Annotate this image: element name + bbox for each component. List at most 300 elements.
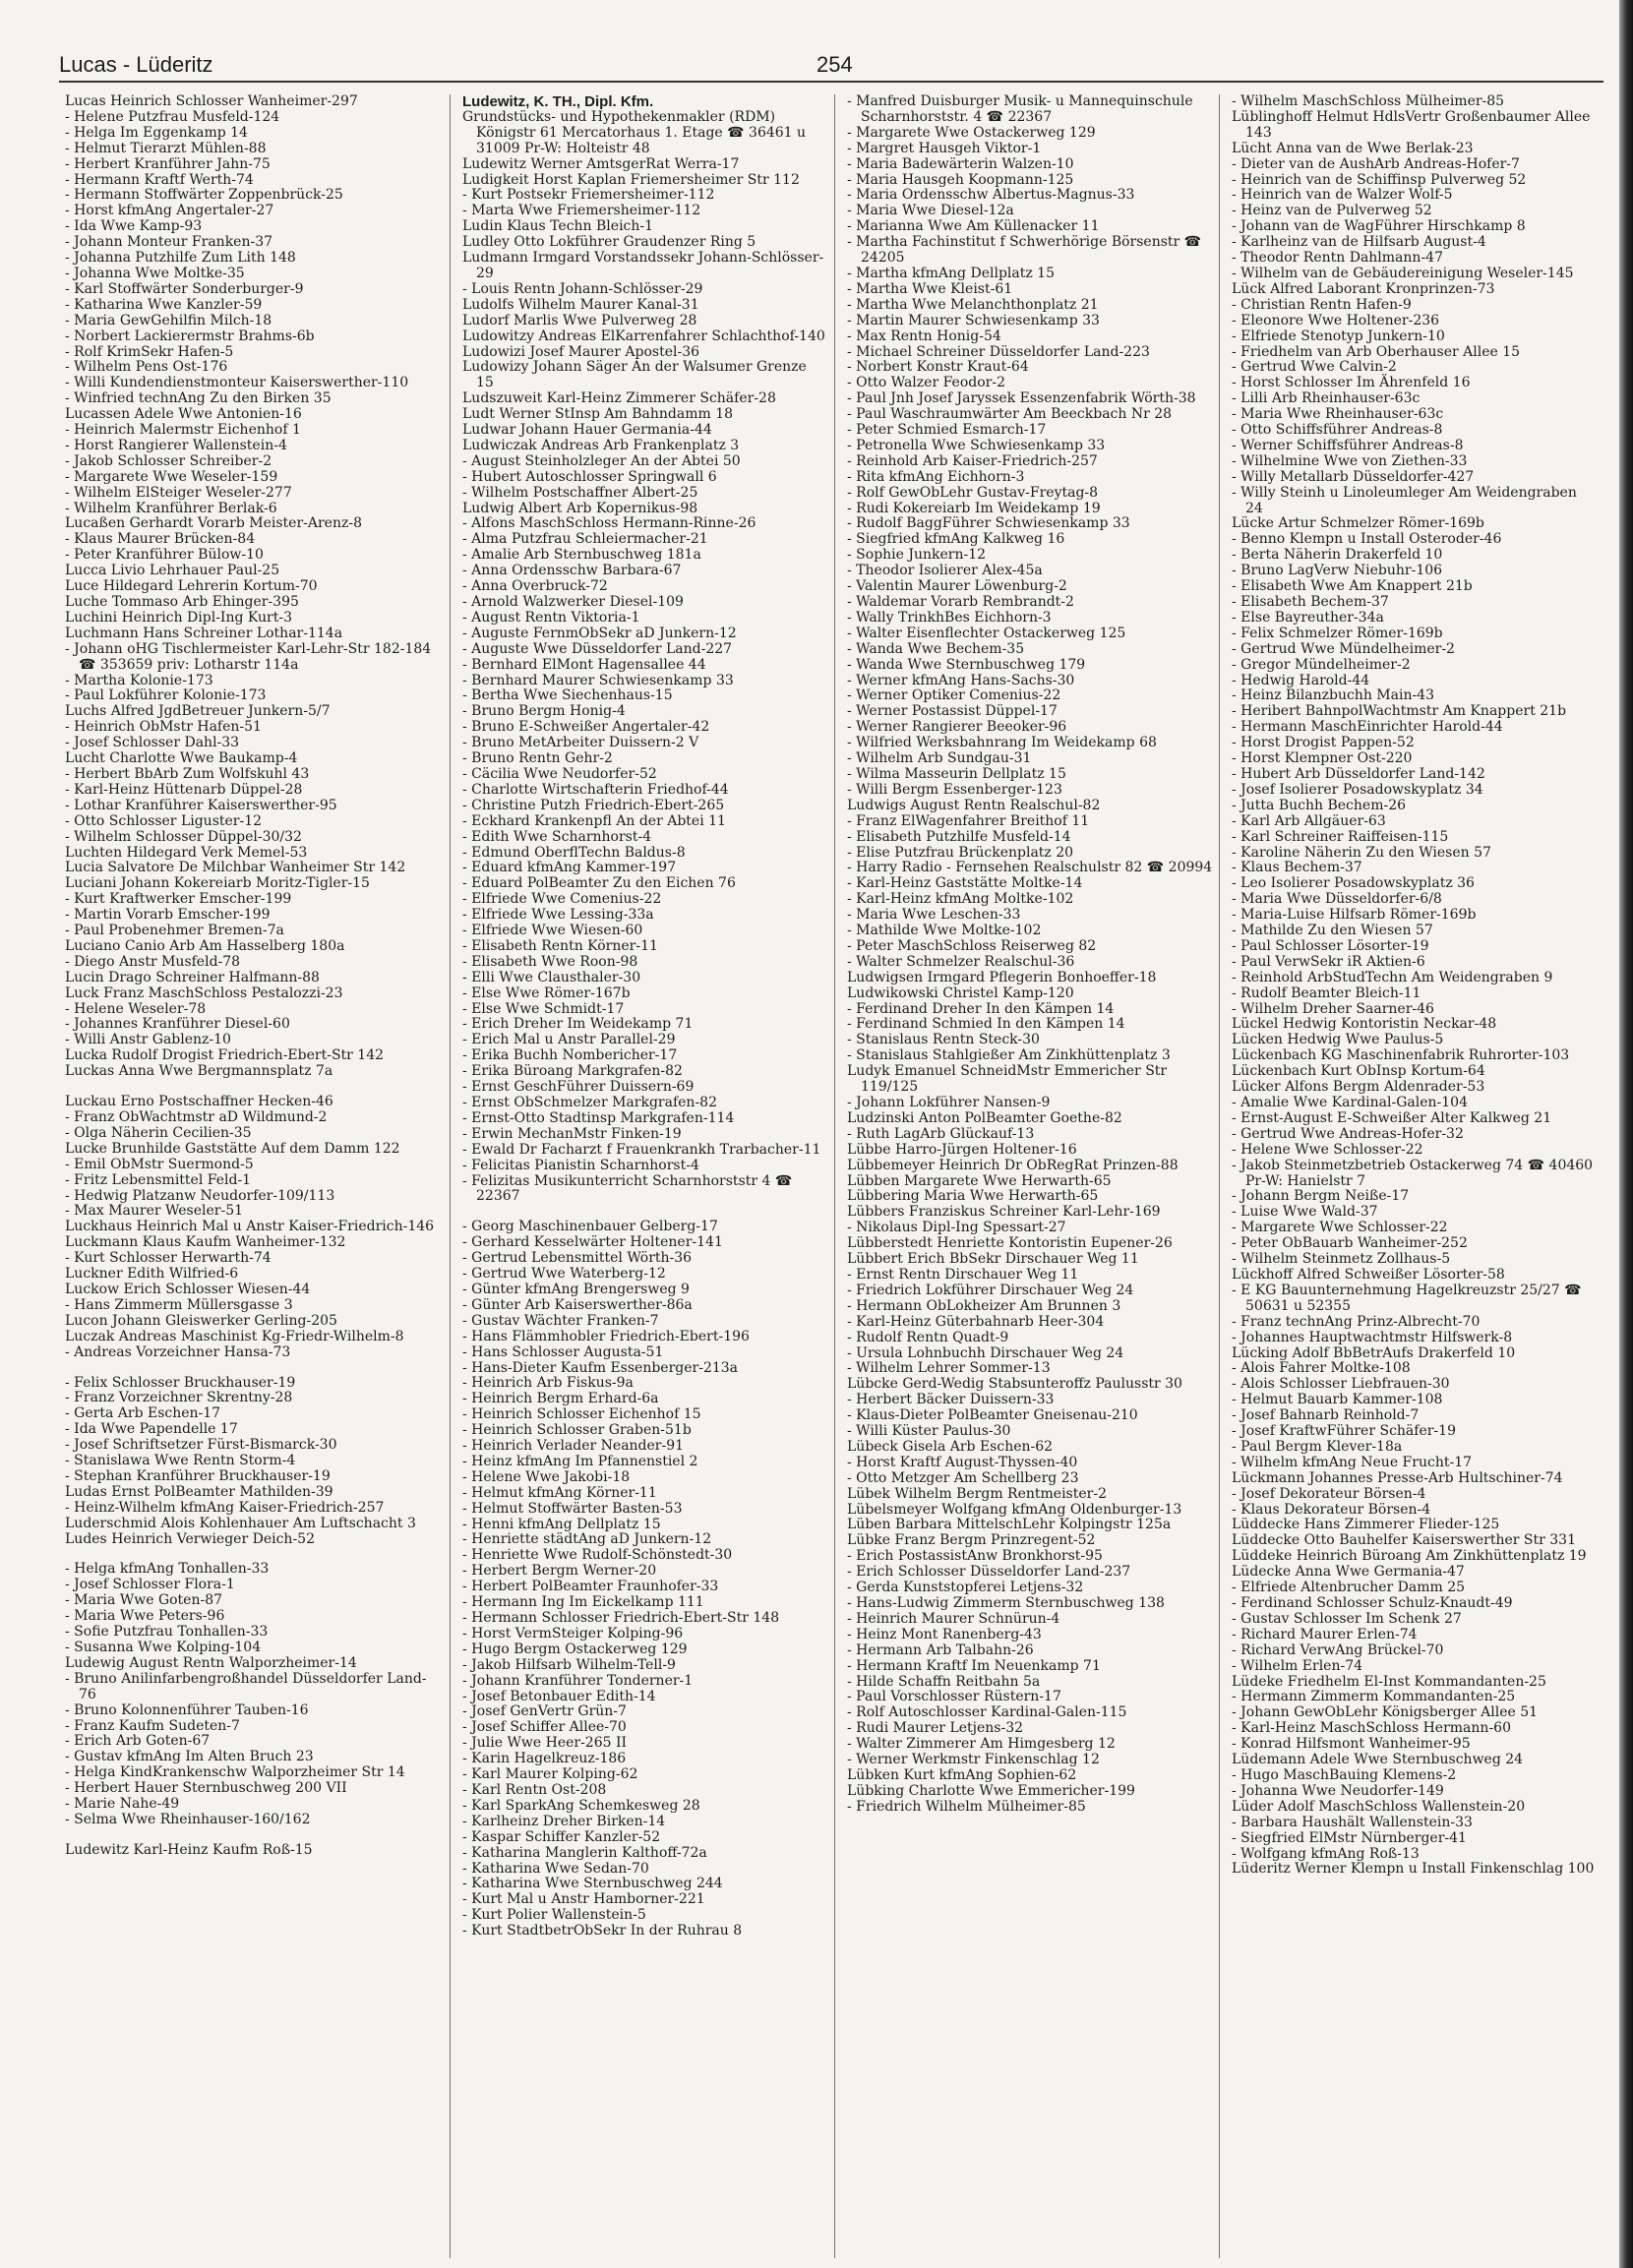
directory-entry: - Klaus Maurer Brücken-84 (65, 531, 256, 548)
directory-entry: - Anna Ordensschw Barbara-67 (462, 563, 682, 579)
directory-entry: Luciani Johann Kokereiarb Moritz-Tigler-15 (65, 875, 370, 892)
directory-entry: Luckas Anna Wwe Bergmannsplatz 7a (65, 1063, 333, 1080)
directory-entry: - Wanda Wwe Sternbuschweg 179 (847, 656, 1086, 673)
directory-entry: - Bertha Wwe Siechenhaus-15 (462, 687, 673, 704)
directory-entry: - Hermann Zimmerm Kommandanten-25 (1232, 1689, 1516, 1705)
directory-entry: - Berta Näherin Drakerfeld 10 (1232, 547, 1443, 564)
directory-entry: - Elfriede Wwe Lessing-33a (462, 907, 654, 924)
directory-entry: - Susanna Wwe Kolping-104 (65, 1640, 262, 1655)
directory-entry: - Wilma Masseurin Dellplatz 15 (847, 765, 1066, 782)
directory-entry: - Karl-Heinz Hüttenarb Düppel-28 (65, 781, 303, 798)
directory-entry: - Richard Maurer Erlen-74 (1232, 1626, 1418, 1642)
directory-entry: Luche Tommaso Arb Ehinger-395 (65, 594, 299, 610)
directory-entry: - Ernst-Otto Stadtinsp Markgrafen-114 (462, 1109, 735, 1126)
directory-entry: - Horst Kraftf August-Thyssen-40 (847, 1454, 1078, 1470)
directory-entry: - Bruno Rentn Gehr-2 (462, 750, 613, 767)
directory-entry: - Herbert Kranführer Jahn-75 (65, 155, 271, 172)
directory-entry: - Elisabeth Putzhilfe Musfeld-14 (847, 828, 1071, 845)
directory-entry: - Heribert BahnpolWachtmstr Am Knappert 21b (1232, 703, 1567, 720)
directory-entry: - Hermann Stoffwärter Zoppenbrück-25 (65, 187, 343, 204)
directory-entry: - Werner Schiffsführer Andreas-8 (1232, 437, 1464, 453)
directory-entry: - Hermann Arb Talbahn-26 (847, 1641, 1034, 1658)
directory-entry: - Ferdinand Schmied In den Kämpen 14 (847, 1016, 1125, 1033)
directory-entry: - Gustav Wächter Franken-7 (462, 1312, 659, 1329)
directory-entry: - Paul Bergm Klever-18a (1232, 1438, 1403, 1455)
directory-entry: - Erich Dreher Im Weidekamp 71 (462, 1016, 694, 1033)
directory-entry: - Stephan Kranführer Bruckhauser-19 (65, 1467, 331, 1484)
directory-entry: - Margarete Wwe Ostackerweg 129 (847, 124, 1096, 141)
directory-entry: Ludolfs Wilhelm Maurer Kanal-31 (462, 296, 699, 313)
directory-entry: - Wilhelm van de Gebäudereinigung Weseler-145 (1232, 265, 1574, 281)
directory-entry: Ludmann Irmgard Vorstandssekr Johann-Schlösser-29 (462, 250, 824, 281)
directory-entry: - Ewald Dr Facharzt f Frauenkrankh Trarbacher-11 (462, 1141, 821, 1158)
directory-entry: - Heinrich Schlosser Eichenhof 15 (462, 1406, 701, 1423)
directory-entry: Lübbe Harro-Jürgen Holtener-16 (847, 1141, 1077, 1158)
directory-entry: - Hans Flämmhobler Friedrich-Ebert-196 (462, 1328, 750, 1344)
directory-entry: - Katharina Wwe Kanzler-59 (65, 296, 263, 313)
directory-entry: - Alfons MaschSchloss Hermann-Rinne-26 (462, 515, 756, 532)
directory-entry: - Jakob Schlosser Schreiber-2 (65, 452, 272, 469)
directory-entry: - Paul VerwSekr iR Aktien-6 (1232, 953, 1425, 970)
directory-entry: - Wilfried Werksbahnrang Im Weidekamp 68 (847, 735, 1157, 751)
directory-entry: - Julie Wwe Heer-265 II (462, 1735, 628, 1752)
directory-entry: - Heinrich Bergm Erhard-6a (462, 1391, 659, 1407)
directory-entry: - Maria-Luise Hilfsarb Römer-169b (1232, 907, 1477, 924)
directory-entry: - Bruno LagVerw Niebuhr-106 (1232, 563, 1443, 579)
directory-entry: - Wilhelm kfmAng Neue Frucht-17 (1232, 1454, 1473, 1470)
directory-entry: - Ernst GeschFührer Duissern-69 (462, 1079, 695, 1096)
directory-entry: - Karl SparkAng Schemkesweg 28 (462, 1797, 700, 1814)
directory-entry: - Bernhard ElMont Hagensallee 44 (462, 656, 706, 673)
directory-entry: - Martha Fachinstitut f Schwerhörige Börsenstr ☎ 24205 (847, 234, 1202, 267)
directory-entry: - Amalie Wwe Kardinal-Galen-104 (1232, 1095, 1468, 1110)
directory-entry: - Bruno Kolonnenführer Tauben-16 (65, 1701, 309, 1718)
directory-entry: Lüdemann Adele Wwe Sternbuschweg 24 (1232, 1752, 1524, 1768)
directory-entry: - Harry Radio - Fernsehen Realschulstr 82 ☎ 20994 (847, 860, 1213, 876)
directory-entry: - Otto Walzer Feodor-2 (847, 375, 1005, 391)
directory-entry: - Josef Schlosser Dahl-33 (65, 735, 240, 751)
directory-entry: - Norbert Lackierermstr Brahms-6b (65, 328, 315, 344)
directory-entry: Lübbering Maria Wwe Herwarth-65 (847, 1188, 1099, 1205)
directory-entry: - Heinrich Schlosser Graben-51b (462, 1422, 692, 1439)
directory-entry: - Paul Probenehmer Bremen-7a (65, 923, 284, 939)
directory-entry: - Willi Küster Paulus-30 (847, 1423, 1011, 1440)
directory-entry: - Hermann ObLokheizer Am Brunnen 3 (847, 1297, 1121, 1314)
directory-entry: - Peter MaschSchloss Reiserweg 82 (847, 937, 1097, 954)
directory-entry: - Peter Schmied Esmarch-17 (847, 422, 1047, 439)
directory-entry: Ludigkeit Horst Kaplan Friemersheimer Str 112 (462, 171, 800, 188)
directory-entry: Lüderitz Werner Klempn u Install Finkenschlag 100 (1232, 1861, 1595, 1878)
directory-entry: - Elise Putzfrau Brückenplatz 20 (847, 844, 1074, 861)
directory-entry: - Elisabeth Rentn Körner-11 (462, 937, 658, 954)
directory-entry: Luckner Edith Wilfried-6 (65, 1266, 239, 1283)
directory-entry: Luck Franz MaschSchloss Pestalozzi-23 (65, 985, 343, 1001)
directory-entry: - Horst VermSteiger Kolping-96 (462, 1625, 684, 1641)
directory-entry: - Heinrich Malermstr Eichenhof 1 (65, 422, 301, 439)
directory-entry: - Herbert BbArb Zum Wolfskuhl 43 (65, 765, 310, 782)
directory-entry: - Karl Rentn Ost-208 (462, 1781, 607, 1798)
directory-entry: - Rudi Maurer Letjens-32 (847, 1720, 1024, 1737)
directory-entry: - Elli Wwe Clausthaler-30 (462, 969, 641, 985)
directory-entry: Luchmann Hans Schreiner Lothar-114a (65, 625, 343, 641)
directory-entry: - Wilhelm Lehrer Sommer-13 (847, 1360, 1051, 1377)
directory-entry: Luchini Heinrich Dipl-Ing Kurt-3 (65, 609, 293, 626)
directory-entry: - Georg Maschinenbauer Gelberg-17 (462, 1219, 718, 1235)
directory-entry: - Herbert Hauer Sternbuschweg 200 VII (65, 1780, 347, 1797)
directory-entry: - Gerda Kunststopferei Letjens-32 (847, 1580, 1084, 1596)
directory-entry: - Helene Wwe Jakobi-18 (462, 1468, 631, 1485)
directory-entry: - Stanislaus Rentn Steck-30 (847, 1032, 1040, 1048)
directory-entry: Lucht Charlotte Wwe Baukamp-4 (65, 750, 298, 767)
directory-entry: - Maria Wwe Diesel-12a (847, 203, 1014, 219)
directory-entry: Ludes Heinrich Verwieger Deich-52 (65, 1530, 315, 1547)
directory-entry: Lübberstedt Henriette Kontoristin Eupener-26 (847, 1235, 1173, 1252)
directory-entry: - Wilhelm Arb Sundgau-31 (847, 750, 1032, 767)
directory-entry: - Werner kfmAng Hans-Sachs-30 (847, 672, 1075, 688)
directory-entry: - Rita kfmAng Eichhorn-3 (847, 468, 1025, 485)
directory-entry: Lucon Johann Gleiswerker Gerling-205 (65, 1312, 337, 1329)
directory-entry: Luckhaus Heinrich Mal u Anstr Kaiser-Friedrich-146 (65, 1219, 435, 1235)
directory-entry: - Werner Postassist Düppel-17 (847, 703, 1058, 720)
directory-entry: - Bruno MetArbeiter Duissern-2 V (462, 735, 699, 751)
directory-entry: - Josef GenVertr Grün-7 (462, 1703, 627, 1720)
directory-entry: - Hedwig Platzanw Neudorfer-109/113 (65, 1187, 335, 1204)
directory-entry: - Jutta Buchh Bechem-26 (1232, 797, 1407, 813)
directory-entry: - Heinz van de Pulverweg 52 (1232, 203, 1432, 219)
directory-entry: - Johann oHG Tischlermeister Karl-Lehr-Str 182-184 ☎ 353659 priv: Lotharstr 114a (65, 640, 432, 673)
directory-entry: - Louis Rentn Johann-Schlösser-29 (462, 280, 703, 297)
directory-entry: Ludorf Marlis Wwe Pulverweg 28 (462, 312, 697, 328)
directory-entry: - Rudolf Beamter Bleich-11 (1232, 985, 1421, 1001)
directory-entry: - Heinz kfmAng Im Pfannenstiel 2 (462, 1453, 698, 1469)
directory-entry: - Diego Anstr Musfeld-78 (65, 953, 241, 970)
directory-entry: - Winfried technAng Zu den Birken 35 (65, 390, 332, 407)
directory-entry: - Maria Badewärterin Walzen-10 (847, 155, 1074, 172)
directory-entry: - Jakob Hilfsarb Wilhelm-Tell-9 (462, 1656, 676, 1673)
directory-entry: - Kurt StadtbetrObSekr In der Ruhrau 8 (462, 1923, 743, 1940)
directory-entry: - Günter Arb Kaiserswerther-86a (462, 1296, 693, 1313)
directory-entry: Ludwikowski Christel Kamp-120 (847, 985, 1074, 1001)
directory-entry: Luczak Andreas Maschinist Kg-Friedr-Wilhelm-8 (65, 1328, 404, 1344)
directory-entry: Luckmann Klaus Kaufm Wanheimer-132 (65, 1234, 346, 1251)
directory-entry: Lückmann Johannes Presse-Arb Hultschiner-74 (1232, 1469, 1563, 1486)
directory-entry: Lübbemeyer Heinrich Dr ObRegRat Prinzen-88 (847, 1157, 1179, 1173)
directory-entry: - Wanda Wwe Bechem-35 (847, 640, 1025, 657)
directory-entry: - Ernst Rentn Dirschauer Weg 11 (847, 1266, 1079, 1283)
directory-entry: - Elisabeth Wwe Roon-98 (462, 953, 638, 970)
directory-entry: - Helmut Bauarb Kammer-108 (1232, 1392, 1443, 1408)
directory-entry: - Christine Putzh Friedrich-Ebert-265 (462, 797, 725, 813)
directory-entry: - Felizitas Musikunterricht Scharnhorststr 4 ☎ 22367 (462, 1172, 793, 1205)
directory-entry: - Franz ElWagenfahrer Breithof 11 (847, 812, 1090, 829)
directory-entry: - Erich Mal u Anstr Parallel-29 (462, 1032, 676, 1048)
directory-entry: Ludwigs August Rentn Realschul-82 (847, 797, 1101, 813)
directory-entry: - Henriette Wwe Rudolf-Schönstedt-30 (462, 1547, 733, 1564)
directory-entry: - Maria Wwe Düsseldorfer-6/8 (1232, 891, 1442, 908)
directory-entry: Lücker Alfons Bergm Aldenrader-53 (1232, 1079, 1485, 1096)
directory-entry: - Heinrich ObMstr Hafen-51 (65, 719, 262, 736)
directory-entry: Luderschmid Alois Kohlenhauer Am Luftschacht 3 (65, 1515, 416, 1531)
directory-columns (65, 94, 1603, 2258)
directory-entry: - Helmut kfmAng Körner-11 (462, 1484, 657, 1501)
directory-entry: - Maria Hausgeh Koopmann-125 (847, 171, 1074, 188)
directory-entry: - Maria GewGehilfin Milch-18 (65, 312, 272, 328)
directory-entry: Ludowizi Josef Maurer Apostel-36 (462, 343, 700, 360)
directory-entry: - Martha kfmAng Dellplatz 15 (847, 265, 1055, 281)
directory-entry: Ludas Ernst PolBeamter Mathilden-39 (65, 1483, 333, 1500)
directory-entry: Ludewitz, K. TH., Dipl. Kfm. (462, 94, 654, 110)
directory-entry: - Johann Kranführer Tonderner-1 (462, 1672, 694, 1689)
directory-entry: - Paul Schlosser Lösorter-19 (1232, 937, 1429, 954)
directory-entry: - Mathilde Wwe Moltke-102 (847, 923, 1042, 939)
directory-entry: - Wilhelm MaschSchloss Mülheimer-85 (1232, 94, 1505, 109)
directory-entry: Luciano Canio Arb Am Hasselberg 180a (65, 937, 345, 954)
directory-entry: - Stanislaus Stahlgießer Am Zinkhüttenplatz 3 (847, 1047, 1171, 1064)
directory-entry: - Helga KindKrankenschw Walporzheimer Str 14 (65, 1764, 405, 1781)
directory-entry: - Wilhelm Kranführer Berlak-6 (65, 500, 277, 516)
directory-entry: - Reinhold ArbStudTechn Am Weidengraben 9 (1232, 969, 1553, 985)
directory-entry: - Josef Bahnarb Reinhold-7 (1232, 1407, 1420, 1424)
directory-entry: - Franz technAng Prinz-Albrecht-70 (1232, 1313, 1481, 1330)
directory-entry: - Marta Wwe Friemersheimer-112 (462, 203, 701, 219)
directory-entry: - Willy Metallarb Düsseldorfer-427 (1232, 468, 1475, 485)
directory-entry: Ludewig August Rentn Walporzheimer-14 (65, 1654, 357, 1671)
directory-entry: - Franz Kaufm Sudeten-7 (65, 1717, 240, 1734)
directory-entry: - Katharina Wwe Sedan-70 (462, 1860, 649, 1877)
directory-entry: - Ernst ObSchmelzer Markgrafen-82 (462, 1095, 717, 1110)
directory-entry: - Rudolf BaggFührer Schwiesenkamp 33 (847, 515, 1130, 532)
directory-entry: - Johannes Hauptwachtmstr Hilfswerk-8 (1232, 1329, 1513, 1345)
directory-entry: - Petronella Wwe Schwiesenkamp 33 (847, 437, 1106, 453)
directory-entry: - Elfriede Altenbrucher Damm 25 (1232, 1580, 1466, 1596)
directory-entry: - Alma Putzfrau Schleiermacher-21 (462, 531, 708, 548)
directory-entry: - Willi Kundendienstmonteur Kaiserswerther-110 (65, 375, 409, 391)
directory-entry: - Kurt Polier Wallenstein-5 (462, 1907, 646, 1924)
directory-entry: - Herbert Bergm Werner-20 (462, 1563, 657, 1580)
directory-entry: - Heinz Mont Ranenberg-43 (847, 1626, 1042, 1642)
directory-entry: - Hans-Ludwig Zimmerm Sternbuschweg 138 (847, 1595, 1165, 1611)
directory-entry: - Karoline Näherin Zu den Wiesen 57 (1232, 844, 1491, 861)
directory-entry: - Margarete Wwe Schlosser-22 (1232, 1220, 1448, 1236)
directory-entry: - Horst Schlosser Im Ährenfeld 16 (1232, 375, 1471, 391)
directory-entry: Lück Alfred Laborant Kronprinzen-73 (1232, 280, 1495, 297)
directory-entry: - Heinrich Verlader Neander-91 (462, 1438, 685, 1455)
directory-entry: - Kurt Postsekr Friemersheimer-112 (462, 187, 715, 204)
directory-entry: - Eleonore Wwe Holtener-236 (1232, 312, 1440, 328)
directory-entry: Luchten Hildegard Verk Memel-53 (65, 844, 308, 861)
directory-entry: - Willy Steinh u Linoleumleger Am Weidengraben 24 (1232, 484, 1577, 516)
directory-entry: - Katharina Manglerin Kalthoff-72a (462, 1844, 707, 1861)
directory-entry: Ludowizy Johann Säger An der Walsumer Grenze 15 (462, 359, 807, 391)
directory-entry: - Helmut Stoffwärter Basten-53 (462, 1500, 683, 1517)
directory-entry: - Karl Arb Allgäuer-63 (1232, 812, 1386, 829)
directory-entry: - Helga kfmAng Tonhallen-33 (65, 1561, 270, 1578)
directory-entry: - Norbert Konstr Kraut-64 (847, 359, 1029, 376)
directory-entry: - Horst Klempner Ost-220 (1232, 750, 1413, 767)
directory-entry: - Richard VerwAng Brückel-70 (1232, 1641, 1444, 1658)
directory-entry: - Hermann Schlosser Friedrich-Ebert-Str 148 (462, 1610, 780, 1626)
directory-entry: - Henriette städtAng aD Junkern-12 (462, 1531, 712, 1548)
directory-entry: - Edmund OberflTechn Baldus-8 (462, 844, 686, 861)
directory-entry: - Kurt Kraftwerker Emscher-199 (65, 891, 292, 908)
directory-entry: - E KG Bauunternehmung Hagelkreuzstr 25/27 ☎ 50631 u 52355 (1232, 1282, 1582, 1314)
directory-entry: Lückhoff Alfred Schweißer Lösorter-58 (1232, 1266, 1505, 1283)
directory-entry: - Martha Wwe Melanchthonplatz 21 (847, 296, 1099, 313)
directory-entry: Lüddeke Heinrich Büroang Am Zinkhüttenplatz 19 (1232, 1548, 1587, 1565)
directory-entry: - Friedrich Lokführer Dirschauer Weg 24 (847, 1282, 1134, 1298)
directory-entry: - Johann Lokführer Nansen-9 (847, 1095, 1051, 1110)
directory-entry: - Paul Lokführer Kolonie-173 (65, 687, 267, 704)
directory-entry: Lübken Kurt kfmAng Sophien-62 (847, 1766, 1077, 1783)
directory-entry: - Paul Vorschlosser Rüstern-17 (847, 1689, 1061, 1705)
directory-entry: - Maria Wwe Goten-87 (65, 1592, 223, 1609)
directory-entry: Ludewitz Werner AmtsgerRat Werra-17 (462, 155, 740, 172)
directory-entry: - Maria Wwe Peters-96 (65, 1608, 225, 1625)
directory-entry: - Gustav kfmAng Im Alten Bruch 23 (65, 1749, 314, 1765)
directory-entry: - Bruno E-Schweißer Angertaler-42 (462, 719, 710, 736)
directory-entry: - Rudi Kokereiarb Im Weidekamp 19 (847, 500, 1101, 516)
directory-entry: - Karl-Heinz Güterbahnarb Heer-304 (847, 1313, 1105, 1330)
page-edge (1619, 0, 1633, 2268)
directory-entry: - Heinrich Arb Fiskus-9a (462, 1375, 634, 1392)
directory-entry: - Else Bayreuther-34a (1232, 609, 1384, 626)
directory-entry: - Waldemar Vorarb Rembrandt-2 (847, 594, 1074, 610)
directory-entry: - Elfriede Wwe Comenius-22 (462, 891, 662, 908)
directory-entry: - Heinrich van de Schiffinsp Pulverweg 52 (1232, 171, 1527, 188)
directory-entry: - Helene Wwe Schlosser-22 (1232, 1141, 1423, 1158)
directory-entry: - Nikolaus Dipl-Ing Spessart-27 (847, 1220, 1066, 1236)
directory-entry: - Wilhelm Dreher Saarner-46 (1232, 1000, 1434, 1017)
directory-entry: - Gustav Schlosser Im Schenk 27 (1232, 1610, 1462, 1627)
directory-entry: - Friedrich Wilhelm Mülheimer-85 (847, 1798, 1086, 1815)
directory-entry: Lübben Margarete Wwe Herwarth-65 (847, 1172, 1112, 1189)
directory-entry: - Jakob Steinmetzbetrieb Ostackerweg 74 ☎ 40460 Pr-W: Hanielstr 7 (1232, 1157, 1594, 1189)
directory-entry: - Ruth LagArb Glückauf-13 (847, 1125, 1035, 1142)
directory-entry: - August Rentn Viktoria-1 (462, 609, 640, 626)
directory-entry: - Hermann Kraftf Werth-74 (65, 171, 254, 188)
directory-entry: - Wilhelm ElSteiger Weseler-277 (65, 484, 292, 501)
directory-entry: - Gertrud Wwe Mündelheimer-2 (1232, 640, 1455, 657)
directory-entry: - Otto Schlosser Liguster-12 (65, 812, 263, 829)
directory-entry: - Paul Waschraumwärter Am Beeckbach Nr 28 (847, 406, 1173, 423)
directory-entry: - Hans Zimmerm Müllersgasse 3 (65, 1296, 293, 1313)
directory-entry: - Werner Rangierer Beeoker-96 (847, 719, 1067, 736)
directory-entry: Lübbers Franziskus Schreiner Karl-Lehr-169 (847, 1204, 1161, 1221)
directory-entry: - Theodor Rentn Dahlmann-47 (1232, 250, 1443, 267)
directory-entry: Ludyk Emanuel SchneidMstr Emmericher Str 119/125 (847, 1063, 1168, 1096)
directory-entry: - Walter Zimmerer Am Himgesberg 12 (847, 1736, 1116, 1753)
directory-entry: - Walter Eisenflechter Ostackerweg 125 (847, 625, 1126, 641)
directory-entry: - Benno Klempn u Install Osteroder-46 (1232, 531, 1502, 548)
directory-entry: - Horst kfmAng Angertaler-27 (65, 203, 274, 219)
directory-entry: - Eduard PolBeamter Zu den Eichen 76 (462, 875, 736, 892)
directory-entry: - Charlotte Wirtschafterin Friedhof-44 (462, 781, 729, 798)
directory-entry: - Josef Schriftsetzer Fürst-Bismarck-30 (65, 1437, 337, 1454)
page-header (59, 47, 1603, 83)
directory-entry: - Friedhelm van Arb Oberhauser Allee 15 (1232, 343, 1521, 360)
directory-entry: Ludwig Albert Arb Kopernikus-98 (462, 500, 698, 516)
directory-entry: Lübeck Gisela Arb Eschen-62 (847, 1438, 1054, 1455)
directory-entry: Lücke Artur Schmelzer Römer-169b (1232, 515, 1484, 532)
directory-entry: - Martin Maurer Schwiesenkamp 33 (847, 312, 1100, 328)
directory-entry: - Ursula Lohnbuchh Dirschauer Weg 24 (847, 1344, 1124, 1361)
directory-entry: - Johannes Kranführer Diesel-60 (65, 1016, 290, 1033)
directory-entry: - Gertrud Lebensmittel Wörth-36 (462, 1250, 693, 1267)
directory-entry: - Karl-Heinz kfmAng Moltke-102 (847, 891, 1074, 908)
directory-entry: - Maria Ordensschw Albertus-Magnus-33 (847, 187, 1135, 204)
directory-entry: - Eduard kfmAng Kammer-197 (462, 860, 677, 876)
directory-entry: - Alois Fahrer Moltke-108 (1232, 1360, 1411, 1377)
directory-entry: - Günter kfmAng Brengersweg 9 (462, 1281, 690, 1297)
directory-entry: Ludwigsen Irmgard Pflegerin Bonhoeffer-18 (847, 969, 1157, 985)
directory-entry: - Wilhelm Erlen-74 (1232, 1657, 1363, 1674)
directory-entry: - Martha Wwe Kleist-61 (847, 280, 1013, 297)
directory-entry: Lucassen Adele Wwe Antonien-16 (65, 406, 302, 423)
directory-entry: - Michael Schreiner Düsseldorfer Land-223 (847, 343, 1150, 360)
directory-entry: - Konrad Hilfsmont Wanheimer-95 (1232, 1736, 1471, 1753)
directory-entry: - Elisabeth Bechem-37 (1232, 594, 1389, 610)
directory-entry: - Herbert PolBeamter Fraunhofer-33 (462, 1579, 719, 1595)
directory-entry: - Johanna Wwe Neudorfer-149 (1232, 1782, 1444, 1799)
directory-entry: - Christian Rentn Hafen-9 (1232, 296, 1412, 313)
directory-entry: - Johann van de WagFührer Hirschkamp 8 (1232, 218, 1526, 235)
directory-entry: - Josef Betonbauer Edith-14 (462, 1688, 656, 1704)
directory-entry: - Felicitas Pianistin Scharnhorst-4 (462, 1157, 699, 1173)
directory-entry: - Josef Dekorateur Börsen-4 (1232, 1485, 1426, 1502)
directory-entry: - Erika Büroang Markgrafen-82 (462, 1063, 683, 1080)
directory-entry: Lübbert Erich BbSekr Dirschauer Weg 11 (847, 1251, 1139, 1268)
directory-entry: - Kurt Mal u Anstr Hamborner-221 (462, 1891, 705, 1908)
directory-entry: - Karl Maurer Kolping-62 (462, 1766, 638, 1783)
directory-entry: - Luise Wwe Wald-37 (1232, 1204, 1378, 1221)
directory-entry: - Ferdinand Dreher In den Kämpen 14 (847, 1000, 1115, 1017)
directory-entry: - Marie Nahe-49 (65, 1796, 180, 1813)
directory-entry: - Kaspar Schiffer Kanzler-52 (462, 1828, 661, 1845)
directory-entry: - Ferdinand Schlosser Schulz-Knaudt-49 (1232, 1595, 1513, 1611)
directory-entry: - Lothar Kranführer Kaiserswerther-95 (65, 797, 337, 813)
directory-entry: - Manfred Duisburger Musik- u Mannequinschule Scharnhorststr. 4 ☎ 22367 (847, 94, 1193, 125)
directory-entry: - Wilhelmine Wwe von Ziethen-33 (1232, 452, 1468, 469)
directory-entry: Lübcke Gerd-Wedig Stabsunteroffz Paulusstr 30 (847, 1376, 1182, 1393)
directory-entry: - Paul Jnh Josef Jaryssek Essenzenfabrik Wörth-38 (847, 390, 1196, 407)
directory-entry: Lüder Adolf MaschSchloss Wallenstein-20 (1232, 1798, 1526, 1815)
directory-entry: - Erich Arb Goten-67 (65, 1733, 211, 1750)
directory-entry: - Henni kfmAng Dellplatz 15 (462, 1516, 661, 1532)
directory-entry: - Karl-Heinz Gaststätte Moltke-14 (847, 875, 1083, 892)
directory-entry: - Anna Overbruck-72 (462, 578, 608, 595)
directory-entry: - Cäcilia Wwe Neudorfer-52 (462, 765, 657, 782)
directory-entry: - Helmut Tierarzt Mühlen-88 (65, 140, 267, 156)
directory-entry: - Marianna Wwe Am Küllenacker 11 (847, 218, 1100, 235)
directory-entry: - Felix Schmelzer Römer-169b (1232, 625, 1443, 641)
directory-entry: - Helga Im Eggenkamp 14 (65, 124, 248, 141)
directory-entry: - Reinhold Arb Kaiser-Friedrich-257 (847, 452, 1098, 469)
directory-entry: - Bruno Bergm Honig-4 (462, 703, 626, 720)
directory-entry: - Valentin Maurer Löwenburg-2 (847, 578, 1067, 595)
directory-entry: - Edith Wwe Scharnhorst-4 (462, 828, 652, 845)
directory-entry: - Peter ObBauarb Wanheimer-252 (1232, 1235, 1468, 1252)
directory-entry: - Olga Näherin Cecilien-35 (65, 1124, 252, 1141)
directory-entry: - Gertrud Wwe Waterberg-12 (462, 1266, 666, 1283)
directory-entry: Lucin Drago Schreiner Halfmann-88 (65, 969, 320, 985)
directory-entry: - Martin Vorarb Emscher-199 (65, 907, 271, 924)
directory-entry: - Werner Optiker Comenius-22 (847, 687, 1061, 704)
directory-entry: Luckau Erno Postschaffner Hecken-46 (65, 1094, 333, 1110)
directory-entry: Ludley Otto Lokführer Graudenzer Ring 5 (462, 234, 756, 251)
directory-entry: - Karlheinz Dreher Birken-14 (462, 1813, 666, 1829)
directory-entry: - Willi Anstr Gablenz-10 (65, 1032, 231, 1048)
directory-entry: - Franz ObWachtmstr aD Wildmund-2 (65, 1109, 328, 1125)
